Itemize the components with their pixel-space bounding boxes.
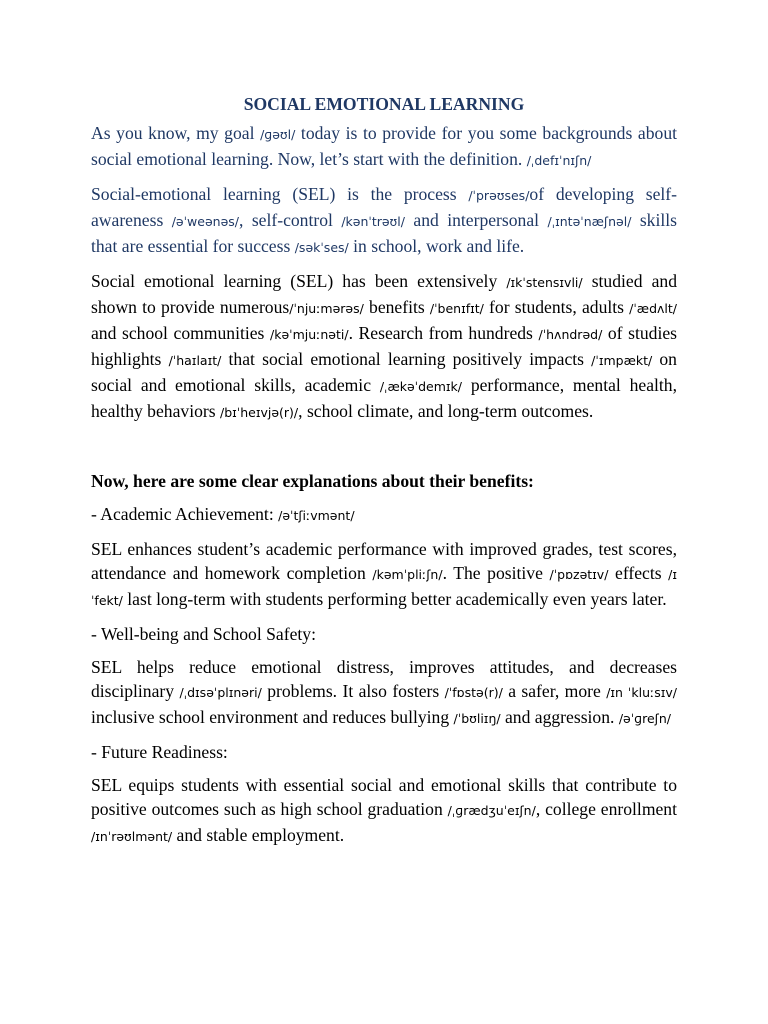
ipa-graduation: /ˌɡrædʒuˈeɪʃn/ <box>447 803 536 818</box>
ipa-bullying: /ˈbʊliɪŋ/ <box>453 711 501 726</box>
ipa-aggression: /əˈɡreʃn/ <box>618 711 671 726</box>
ipa-extensively: /ɪkˈstensɪvli/ <box>506 275 583 290</box>
future-heading: - Future Readiness: <box>91 742 228 762</box>
ipa-awareness: /əˈweənəs/ <box>171 214 239 229</box>
ipa-interpersonal: /ˌɪntəˈnæʃnəl/ <box>547 214 632 229</box>
wellbeing-text-2: problems. It also fosters <box>261 681 445 701</box>
wellbeing-text-1: SEL helps reduce emotional distress, improves attitudes, and decreases disciplinary <box>91 657 677 701</box>
academic-heading-line <box>91 502 677 528</box>
future-paragraph <box>91 773 677 849</box>
ipa-success: /səkˈses/ <box>294 240 349 255</box>
research-text-3: benefits <box>363 297 430 317</box>
ipa-hundreds: /ˈhʌndrəd/ <box>538 327 603 342</box>
definition-text-2: of developing self-awareness <box>91 184 678 230</box>
ipa-communities: /kəˈmjuːnəti/ <box>270 327 349 342</box>
future-text-1: SEL equips students with essential social and emotional skills that contribute to positive outcomes such as high school graduation <box>91 775 677 819</box>
research-text-11: , school climate, and long-term outcomes. <box>298 401 594 421</box>
research-text-7: of studies highlights <box>91 323 677 369</box>
wellbeing-text-5: and aggression. <box>500 707 619 727</box>
ipa-impacts: /ˈɪmpækt/ <box>591 353 653 368</box>
document-page <box>91 92 677 858</box>
ipa-academic: /ˌækəˈdemɪk/ <box>379 379 463 394</box>
research-text-1: Social emotional learning (SEL) has been extensively <box>91 271 507 291</box>
ipa-definition: /ˌdefɪˈnɪʃn/ <box>526 153 592 168</box>
academic-text-2: . The positive <box>442 563 550 583</box>
ipa-control: /kənˈtrəʊl/ <box>341 214 405 229</box>
academic-paragraph <box>91 537 677 613</box>
academic-text-4: last long-term with students performing better academically even years later. <box>122 589 667 609</box>
research-paragraph <box>91 269 677 425</box>
ipa-disciplinary: /ˌdɪsəˈplɪnəri/ <box>179 685 262 700</box>
wellbeing-heading: - Well-being and School Safety: <box>91 624 316 644</box>
definition-text-6: in school, work and life. <box>348 236 525 256</box>
research-text-9: on social and emotional skills, academic <box>91 349 677 395</box>
ipa-process: /ˈprəʊses/ <box>468 188 530 203</box>
ipa-numerous: /ˈnjuːmərəs/ <box>289 301 364 316</box>
ipa-positive: /ˈpɒzətɪv/ <box>549 567 609 582</box>
intro-text-1: As you know, my goal <box>91 123 261 143</box>
ipa-adults: /ˈædʌlt/ <box>629 301 677 316</box>
ipa-effects: /ɪˈfekt/ <box>91 567 678 608</box>
academic-heading: - Academic Achievement: <box>91 504 279 524</box>
definition-text-4: and interpersonal <box>404 210 548 230</box>
academic-text-1: SEL enhances student’s academic performance with improved grades, test scores, attendance and homework completion <box>91 539 677 583</box>
spacer <box>91 434 677 469</box>
definition-text-1: Social-emotional learning (SEL) is the process <box>91 184 469 204</box>
research-text-5: and school communities <box>91 323 270 343</box>
wellbeing-paragraph <box>91 655 677 731</box>
future-text-2: , college enrollment <box>535 799 677 819</box>
ipa-highlights: /ˈhaɪlaɪt/ <box>168 353 222 368</box>
ipa-completion: /kəmˈpliːʃn/ <box>372 567 443 582</box>
research-text-6: . Research from hundreds <box>348 323 539 343</box>
definition-paragraph <box>91 182 677 260</box>
ipa-benefits: /ˈbenɪfɪt/ <box>429 301 484 316</box>
ipa-achievement: /əˈtʃiːvmənt/ <box>278 508 355 523</box>
wellbeing-text-4: inclusive school environment and reduces bullying <box>91 707 454 727</box>
wellbeing-text-3: a safer, more <box>502 681 607 701</box>
definition-text-5: skills that are essential for success <box>91 210 677 256</box>
intro-text-2: today is to provide for you some backgrounds about social emotional learning. Now, let’s start with the definition. <box>91 123 678 169</box>
research-text-2: studied and shown to provide numerous <box>91 271 677 317</box>
research-text-8: that social emotional learning positively impacts <box>221 349 592 369</box>
research-text-4: for students, adults <box>483 297 630 317</box>
academic-text-3: effects <box>608 563 669 583</box>
research-text-10: performance, mental health, healthy behaviors <box>91 375 677 421</box>
future-text-3: and stable employment. <box>172 825 345 845</box>
definition-text-3: , self-control <box>239 210 342 230</box>
benefits-heading: Now, here are some clear explanations about their benefits: <box>91 471 534 491</box>
document-title: SOCIAL EMOTIONAL LEARNING <box>243 94 525 114</box>
ipa-goal: /ɡəʊl/ <box>260 127 296 142</box>
ipa-fosters: /ˈfɒstə(r)/ <box>444 685 503 700</box>
ipa-enrollment: /ɪnˈrəʊlmənt/ <box>91 829 173 844</box>
ipa-behaviors: /bɪˈheɪvjə(r)/ <box>219 405 299 420</box>
ipa-inclusive: /ɪn ˈkluːsɪv/ <box>606 685 677 700</box>
intro-paragraph <box>91 121 677 173</box>
